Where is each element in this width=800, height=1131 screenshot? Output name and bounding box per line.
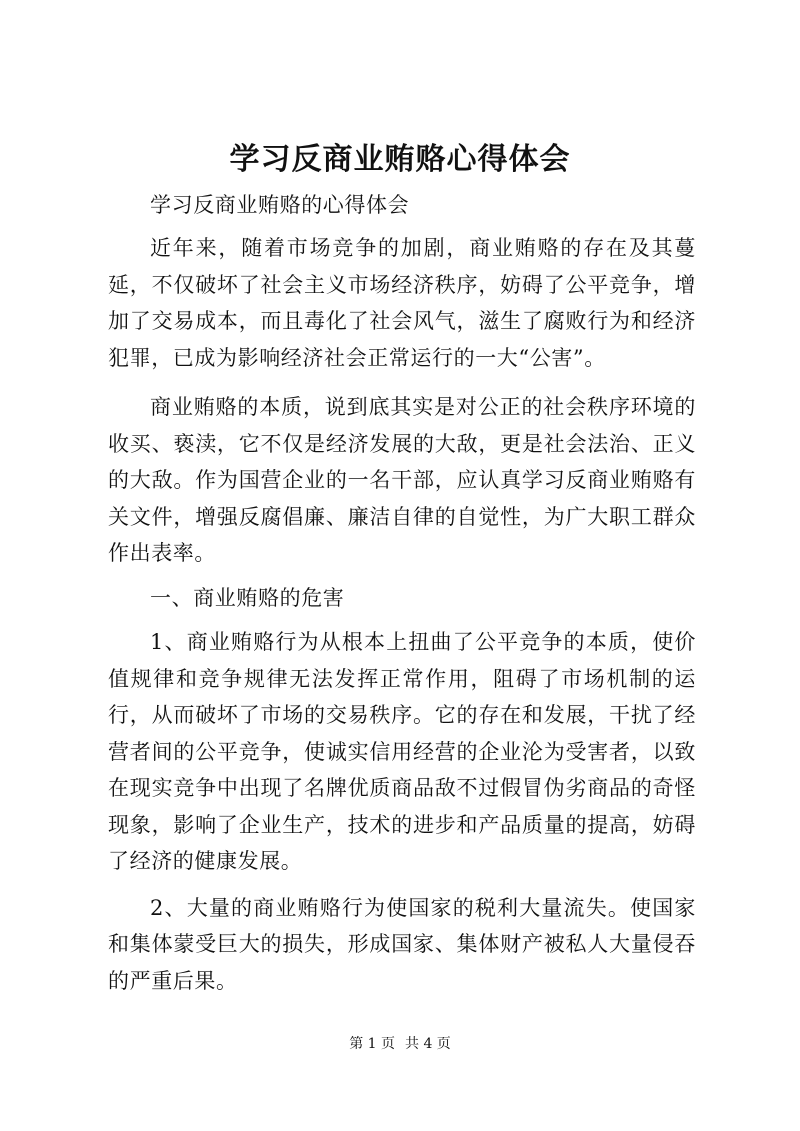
paragraph-intro: 近年来，随着市场竞争的加剧，商业贿赂的存在及其蔓延，不仅破坏了社会主义市场经济秩序，妨碍了公平竞争，增加了交易成本，而且毒化了社会风气，滋生了腐败行为和经济犯罪，已成为影响经济社会正常运行的一大“公害”。	[108, 236, 696, 370]
document-title: 学习反商业贿赂心得体会	[229, 142, 571, 177]
page-footer	[0, 1034, 800, 1054]
paragraph-subtitle: 学习反商业贿赂的心得体会	[150, 193, 410, 217]
paragraph-point-1: 1、商业贿赂行为从根本上扭曲了公平竞争的本质，使价值规律和竞争规律无法发挥正常作用，阻碍了市场机制的运行，从而破坏了市场的交易秩序。它的存在和发展，干扰了经营者间的公平竞争，使诚实信用经营的企业沦为受害者，以致在现实竞争中出现了名牌优质商品敌不过假冒伪劣商品的奇怪现象，影响了企业生产，技术的进步和产品质量的提高，妨碍了经济的健康发展。	[108, 630, 696, 873]
page-total: 共 4 页	[405, 1036, 451, 1052]
document-body-main	[108, 230, 696, 999]
document-body	[108, 187, 696, 224]
paragraph-essence: 商业贿赂的本质，说到底其实是对公正的社会秩序环境的收买、亵渎，它不仅是经济发展的大敌，更是社会法治、正义的大敌。作为国营企业的一名干部，应认真学习反商业贿赂有关文件，增强反腐倡廉、廉洁自律的自觉性，为广大职工群众作出表率。	[108, 395, 696, 565]
paragraph-point-2: 2、大量的商业贿赂行为使国家的税利大量流失。使国家和集体蒙受巨大的损失，形成国家、集体财产被私人大量侵吞的严重后果。	[108, 895, 696, 993]
section-heading: 一、商业贿赂的危害	[150, 585, 345, 610]
page-number: 第 1 页	[349, 1036, 395, 1052]
